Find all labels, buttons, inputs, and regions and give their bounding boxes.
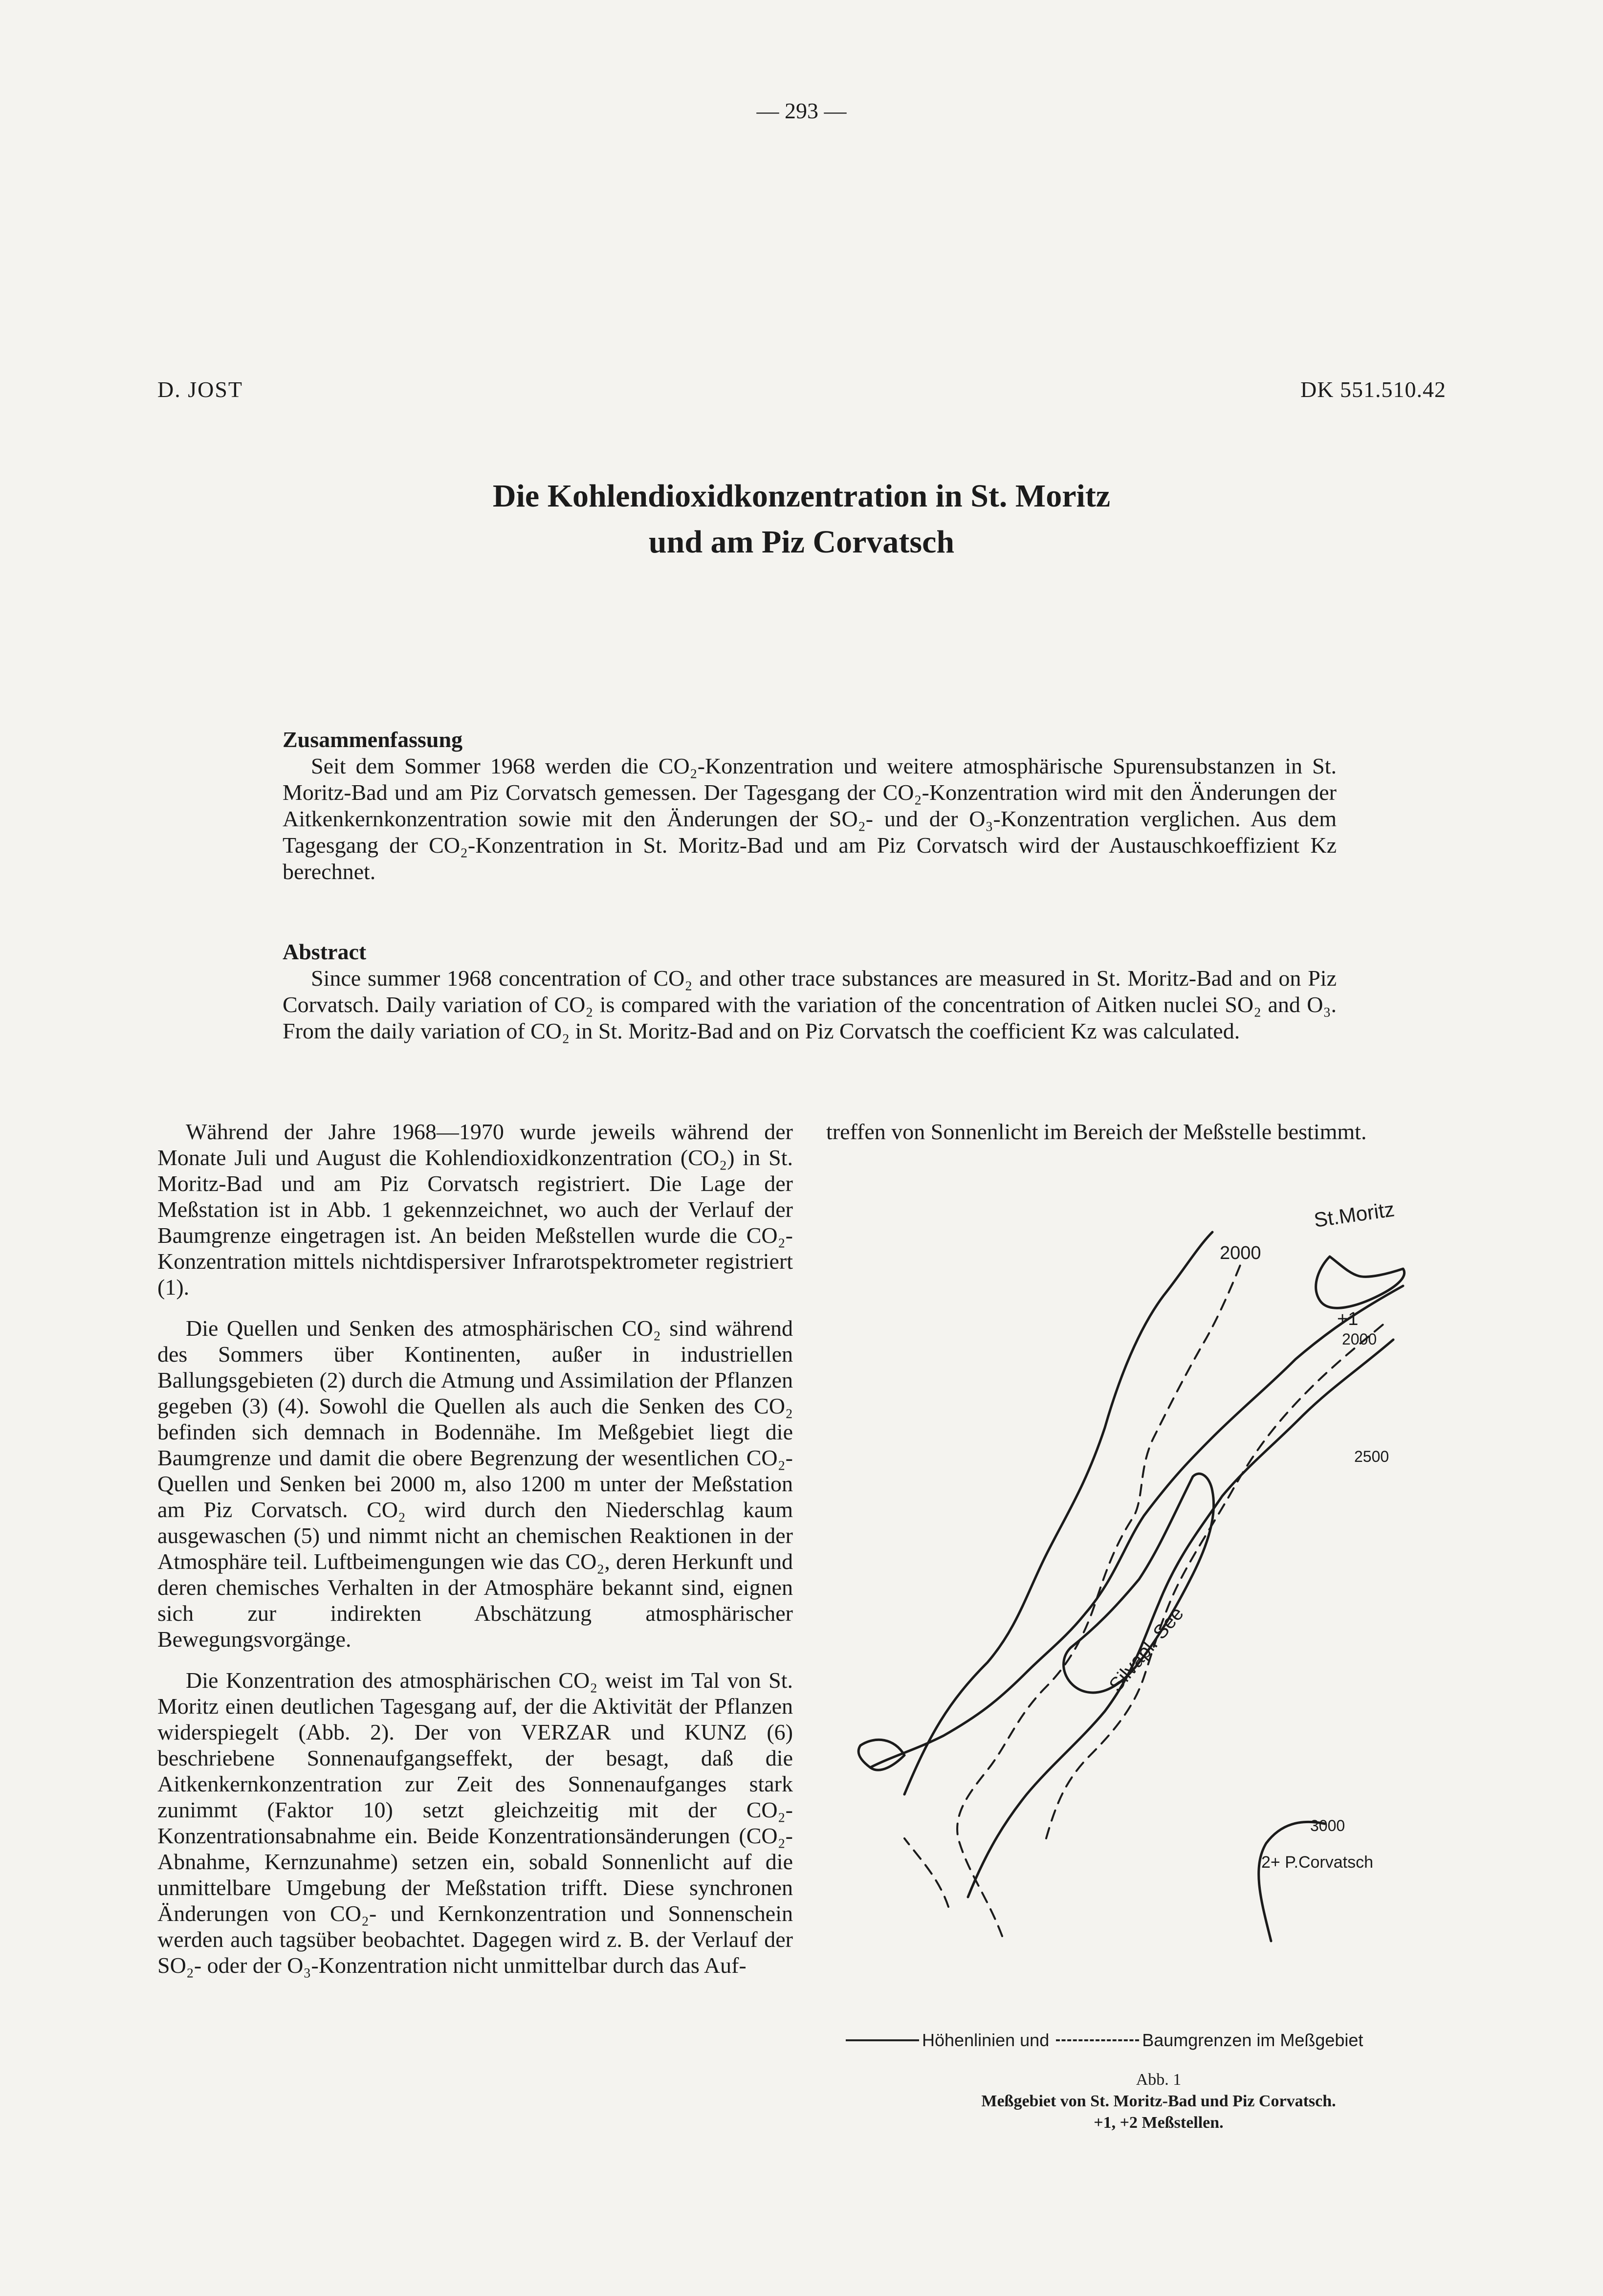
title-line-1: Die Kohlendioxidkonzentration in St. Moritz [492, 478, 1111, 514]
body-paragraph-1: Während der Jahre 1968—1970 wurde jeweils während der Monate Juli und August die Kohlendioxidkonzentration (CO₂) in St. Moritz-Bad und am Piz Corvatsch registriert. Die Lage der Meßstation ist in Abb. 1 gekennzeichnet, wo auch der Verlauf der Baumgrenze eingetragen ist. An beiden Meßstellen wurde die CO₂-Konzentration mittels nichtdispersiver Infrarotspektrometer registriert (1). [157, 1119, 793, 1300]
label-2500: 2500 [1354, 1448, 1389, 1465]
abstract-text: Since summer 1968 concentration of CO₂ and other trace substances are measured in St. Moritz-Bad and on Piz Corvatsch. Daily variation of CO₂ is compared with the variation of the concentration of Aitken nuclei SO₂ and O₃. From the daily variation of CO₂ in St. Moritz-Bad and on Piz Corvatsch the coefficient Kz was calculated. [283, 966, 1337, 1043]
zusammenfassung-heading: Zusammenfassung [283, 727, 463, 752]
body-paragraph-3: Die Konzentration des atmosphärischen CO₂ weist im Tal von St. Moritz einen deutlichen Tagesgang auf, der die Aktivität der Pflanzen widerspiegelt (Abb. 2). Der von VERZAR und KUNZ (6) beschriebene Sonnenaufgangseffekt, der besagt, daß die Aitkenkernkonzentration zur Zeit des Sonnenaufganges stark zunimmt (Faktor 10) setzt gleichzeitig mit der CO₂-Konzentrationsabnahme ein. Beide Konzentrationsänderungen (CO₂-Abnahme, Kernzunahme) setzen ein, sobald Sonnenlicht auf die unmittelbare Umgebung der Meßstation trifft. Diese synchronen Änderungen von CO₂- und Kernkonzentration und Sonnenschein werden auch tagsüber beobachtet. Dagegen wird z. B. der Verlauf der SO₂- oder der O₃-Konzentration nicht unmittelbar durch das Auf- [157, 1668, 793, 1978]
label-3000: 3000 [1310, 1817, 1345, 1834]
author-name: D. JOST [157, 377, 243, 402]
zusammenfassung-text: Seit dem Sommer 1968 werden die CO₂-Konzentration und weitere atmosphärische Spurensubstanzen in St. Moritz-Bad und am Piz Corvatsch gemessen. Der Tagesgang der CO₂-Konzentration wird mit den Änderungen der Aitkenkernkonzentration sowie mit den Änderungen der SO₂- und der O₃-Konzentration verglichen. Aus dem Tagesgang der CO₂-Konzentration in St. Moritz-Bad und am Piz Corvatsch wird der Austauschkoeffizient Kz berechnet. [283, 753, 1337, 884]
figure-legend [846, 2030, 1363, 2051]
page-number: — 293 — [756, 98, 847, 123]
caption-line-2: +1, +2 Meßstellen. [1094, 2114, 1224, 2132]
body-paragraph-continued: treffen von Sonnenlicht im Bereich der Meßstelle bestimmt. [826, 1119, 1367, 1144]
abstract-section [283, 939, 1337, 1044]
treeline-west [904, 1261, 1242, 1936]
body-paragraph-2: Die Quellen und Senken des atmosphärischen CO₂ sind während des Sommers über Kontinenten, außer in industriellen Ballungsgebieten (2) durch die Atmung und Assimilation der Pflanzen gegeben (3) (4). Sowohl die Quellen als auch die Senken des CO₂ befinden sich demnach in Bodennähe. Im Meßgebiet liegt die Baumgrenze und damit die obere Begrenzung der wesentlichen CO₂-Quellen und Senken bei 2000 m, also 1200 m unter der Meßstation am Piz Corvatsch. CO₂ wird durch den Niederschlag kaum ausgewaschen (5) und nimmt nicht an chemischen Reaktionen in der Atmosphäre teil. Luftbeimengungen wie das CO₂, deren Herkunft und deren chemisches Verhalten in der Atmosphäre bekannt sind, eignen sich zur indirekten Abschätzung atmosphärischer Bewegungsvorgänge. [157, 1316, 793, 1652]
lake-st-moritz [1316, 1257, 1405, 1308]
dk-classification: DK 551.510.42 [1300, 377, 1446, 402]
right-column [826, 1119, 1462, 1145]
legend-contour-label: Höhenlinien und [922, 2030, 1050, 2050]
label-2000-b: 2000 [1342, 1330, 1377, 1348]
zusammenfassung-section [283, 727, 1337, 885]
caption-line-1: Meßgebiet von St. Moritz-Bad und Piz Corvatsch. [981, 2092, 1336, 2110]
contour-3000 [1259, 1822, 1325, 1941]
article-title [0, 473, 1603, 565]
label-station-2: 2+ P.Corvatsch [1261, 1853, 1374, 1872]
figure-caption [841, 2069, 1476, 2134]
abstract-heading: Abstract [283, 939, 367, 964]
treeline-east [1046, 1320, 1388, 1838]
label-st-moritz: St.Moritz [1312, 1197, 1396, 1232]
caption-number: Abb. 1 [1136, 2071, 1182, 2089]
figure-map [841, 1173, 1476, 2024]
label-station-1: +1 [1337, 1309, 1359, 1329]
title-line-2: und am Piz Corvatsch [648, 524, 955, 560]
legend-dashed-line [1056, 2039, 1139, 2041]
contour-2000-west [904, 1232, 1212, 1794]
label-silvaplana-see: Silvapl. See [1105, 1603, 1188, 1696]
legend-solid-line [846, 2039, 919, 2041]
legend-treeline-label: Baumgrenzen im Meßgebiet [1142, 2030, 1363, 2050]
left-column [157, 1119, 793, 1993]
label-2000-a: 2000 [1220, 1243, 1261, 1263]
